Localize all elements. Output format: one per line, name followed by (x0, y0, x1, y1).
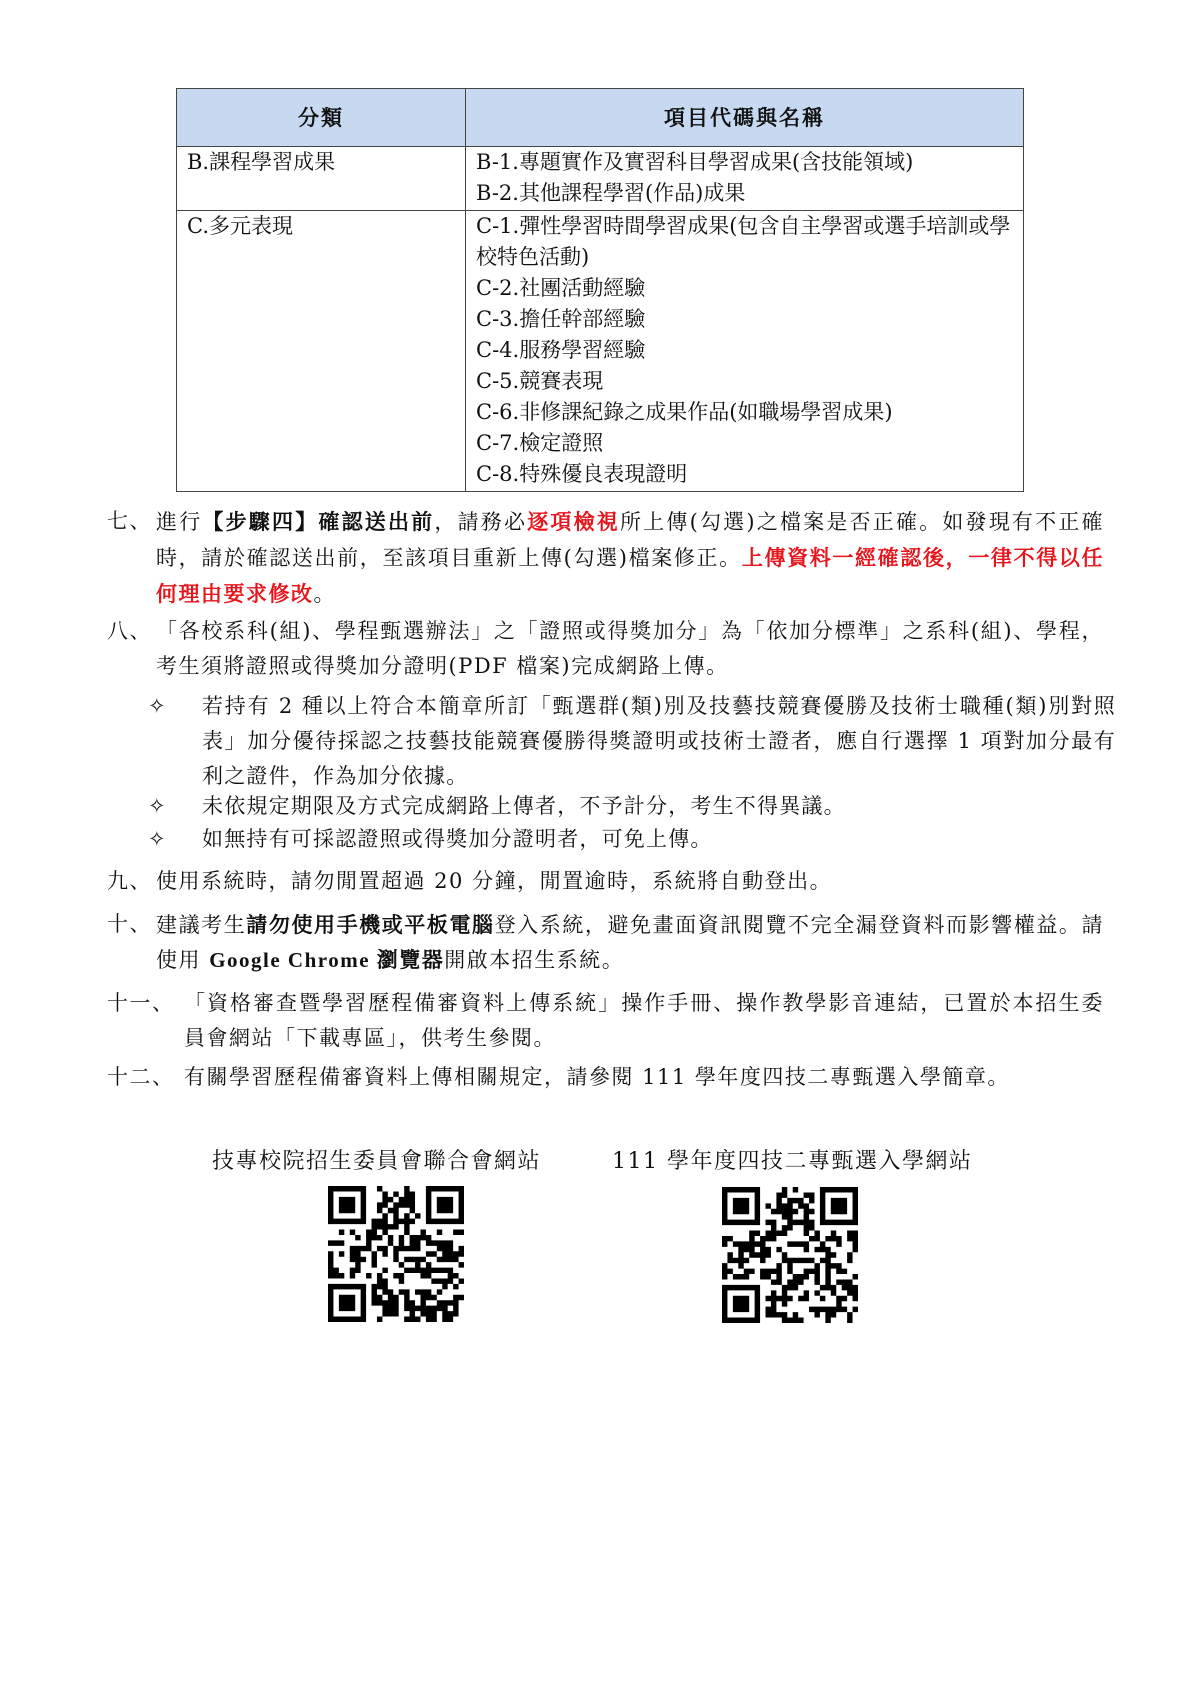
item-text (156, 907, 1104, 978)
text-run: 。 (313, 582, 336, 606)
category-cell (177, 211, 466, 492)
diamond-star-icon: ✧ (148, 694, 167, 718)
red-emphasis-no-modify: 上傳資料一經確認後，一律不得以任何理由要求修改 (156, 545, 1104, 606)
item-number: 十一、 (107, 991, 175, 1015)
category-table (176, 88, 1024, 492)
item-number: 八、 (107, 619, 152, 643)
item-entry: C-6.非修課紀錄之成果作品(如職場學習成果) (476, 400, 893, 424)
items-cell (466, 211, 1024, 492)
item-number: 十二、 (107, 1065, 175, 1089)
item-text: 有關學習歷程備審資料上傳相關規定，請參閱 111 學年度四技二專甄選入學簡章。 (184, 1065, 1010, 1089)
qr-code-left-icon[interactable] (328, 1186, 464, 1322)
text-run: 登入系統，避免畫面資訊閱覽不完全漏登資料而影響權益。請使用 (156, 913, 1105, 972)
item-entry: C-3.擔任幹部經驗 (476, 307, 646, 331)
item-entry: C-4.服務學習經驗 (476, 338, 646, 362)
bold-no-mobile: 請勿使用手機或平板電腦 (246, 912, 495, 937)
qr-caption-right: 111 學年度四技二專甄選入學網站 (612, 1149, 973, 1174)
bold-chrome-browser: Google Chrome 瀏覽器 (209, 948, 445, 972)
table-header-row (177, 89, 1024, 147)
bullet-text: 若持有 2 種以上符合本簡章所訂「甄選群(類)別及技藝技競賽優勝及技術士職種(類)別對照表」加分優待採認之技藝技能競賽優勝得獎證明或技術士證者，應自行選擇 1 項對加分最有利之證件，作為加分依據。 (202, 694, 1116, 788)
item-text: 「各校系科(組)、學程甄選辦法」之「證照或得獎加分」為「依加分標準」之系科(組)、學程，考生須將證照或得獎加分證明(PDF 檔案)完成網路上傳。 (156, 619, 1104, 678)
item-entry: C-2.社團活動經驗 (476, 276, 646, 300)
qr-caption-left: 技專校院招生委員會聯合會網站 (212, 1149, 542, 1174)
item-entry: B-1.專題實作及實習科目學習成果(含技能領域) (476, 150, 914, 174)
category-label: B.課程學習成果 (187, 150, 336, 174)
item-entry: B-2.其他課程學習(作品)成果 (476, 181, 746, 205)
item-text: 「資格審查暨學習歷程備審資料上傳系統」操作手冊、操作教學影音連結，已置於本招生委員會網站「下載專區」，供考生參閱。 (184, 991, 1104, 1050)
text-run: 開啟本招生系統。 (444, 948, 625, 972)
bullet-text: 未依規定期限及方式完成網路上傳者，不予計分，考生不得異議。 (202, 794, 846, 818)
bold-step-four: 【步驟四】確認送出前 (202, 509, 435, 534)
text-run: ，請務必 (434, 510, 528, 534)
category-label: C.多元表現 (187, 214, 293, 238)
item-entry: C-5.競賽表現 (476, 369, 604, 393)
item-number: 十、 (107, 912, 152, 936)
item-number: 七、 (107, 509, 152, 533)
category-cell (177, 147, 466, 211)
table-row (177, 147, 1024, 211)
bullet-text: 如無持有可採認證照或得獎加分證明者，可免上傳。 (202, 827, 713, 851)
header-category: 分類 (177, 89, 466, 147)
diamond-star-icon: ✧ (148, 827, 167, 851)
item-text (156, 504, 1104, 612)
item-text: 使用系統時，請勿閒置超過 20 分鐘，閒置逾時，系統將自動登出。 (156, 869, 833, 893)
item-entry: C-7.檢定證照 (476, 431, 604, 455)
items-cell (466, 147, 1024, 211)
diamond-star-icon: ✧ (148, 794, 167, 818)
text-run: 進行 (156, 510, 203, 534)
text-run: 所上傳(勾選)之檔案是否正確。如發現有不正確時，請於確認送出前，至該項目重新上傳(勾選)檔案修正。 (156, 510, 1105, 570)
item-entry: C-8.特殊優良表現證明 (476, 462, 688, 486)
header-item-code-name: 項目代碼與名稱 (466, 89, 1024, 147)
table-row (177, 211, 1024, 492)
red-emphasis-check: 逐項檢視 (527, 509, 620, 534)
qr-code-right-icon[interactable] (722, 1187, 858, 1323)
text-run: 建議考生 (156, 913, 247, 937)
item-entry: C-1.彈性學習時間學習成果(包含自主學習或選手培訓或學校特色活動) (476, 214, 1011, 269)
item-number: 九、 (107, 869, 152, 893)
